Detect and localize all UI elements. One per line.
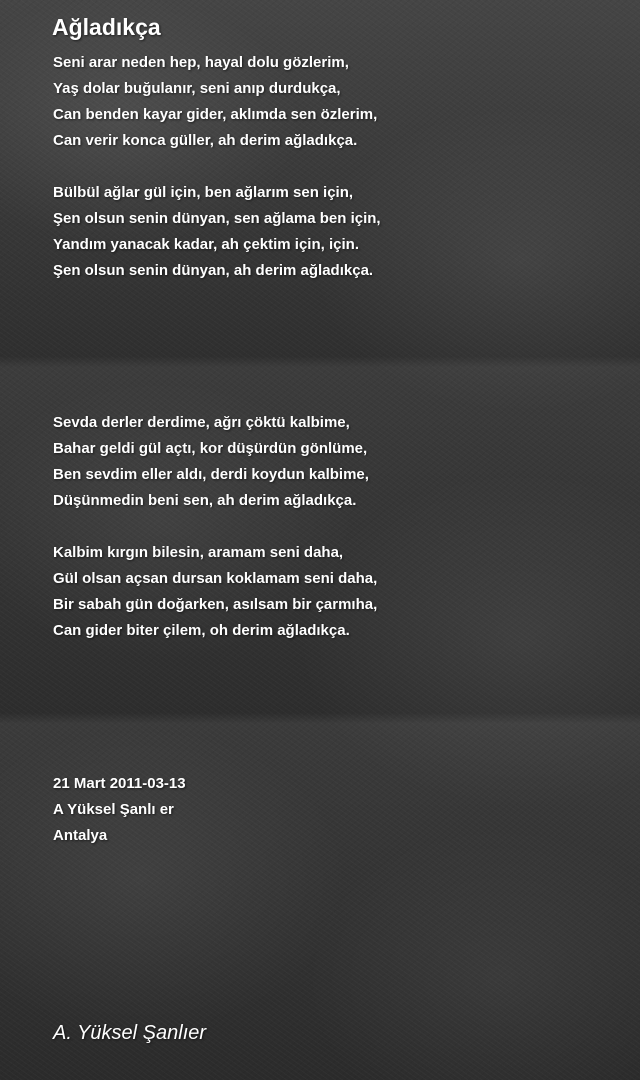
poem-line: Kalbim kırgın bilesin, aramam seni daha,: [53, 544, 344, 561]
stanza-3: [53, 410, 369, 514]
poem-line: Bir sabah gün doğarken, asılsam bir çarmıha,: [53, 596, 378, 613]
poem-line: Şen olsun senin dünyan, sen ağlama ben için,: [53, 210, 381, 227]
poem-line: Can verir konca güller, ah derim ağladıkça.: [53, 132, 358, 149]
author-signature: A. Yüksel Şanlıer: [53, 1022, 207, 1044]
poem-line: Can gider biter çilem, oh derim ağladıkça.: [53, 622, 350, 639]
poem-line: Yaş dolar buğulanır, seni anıp durdukça,: [53, 80, 341, 97]
poem-line: Şen olsun senin dünyan, ah derim ağladıkça.: [53, 262, 374, 279]
poem-date: 21 Mart 2011-03-13: [53, 775, 186, 792]
poem-line: Bahar geldi gül açtı, kor düşürdün gönlüme,: [53, 440, 368, 457]
stanza-4: [53, 540, 377, 644]
poem-line: Can benden kayar gider, aklımda sen özlerim,: [53, 106, 378, 123]
poem-line: Bülbül ağlar gül için, ben ağlarım sen için,: [53, 184, 354, 201]
poem-line: Düşünmedin beni sen, ah derim ağladıkça.: [53, 492, 357, 509]
poem-line: Sevda derler derdime, ağrı çöktü kalbime,: [53, 414, 350, 431]
poem-line: Gül olsan açsan dursan koklamam seni daha,: [53, 570, 378, 587]
stanza-1: [53, 50, 377, 154]
poem-line: Ben sevdim eller aldı, derdi koydun kalbime,: [53, 466, 369, 483]
stanza-2: [53, 180, 381, 284]
poem-line: Yandım yanacak kadar, ah çektim için, için.: [53, 236, 359, 253]
poem-line: Seni arar neden hep, hayal dolu gözlerim,: [53, 54, 349, 71]
poem-author-line: A Yüksel Şanlı er: [53, 801, 174, 818]
poem-title: Ağladıkça: [52, 14, 161, 40]
poem-date-place: [53, 771, 186, 849]
poem-place: Antalya: [53, 827, 108, 844]
